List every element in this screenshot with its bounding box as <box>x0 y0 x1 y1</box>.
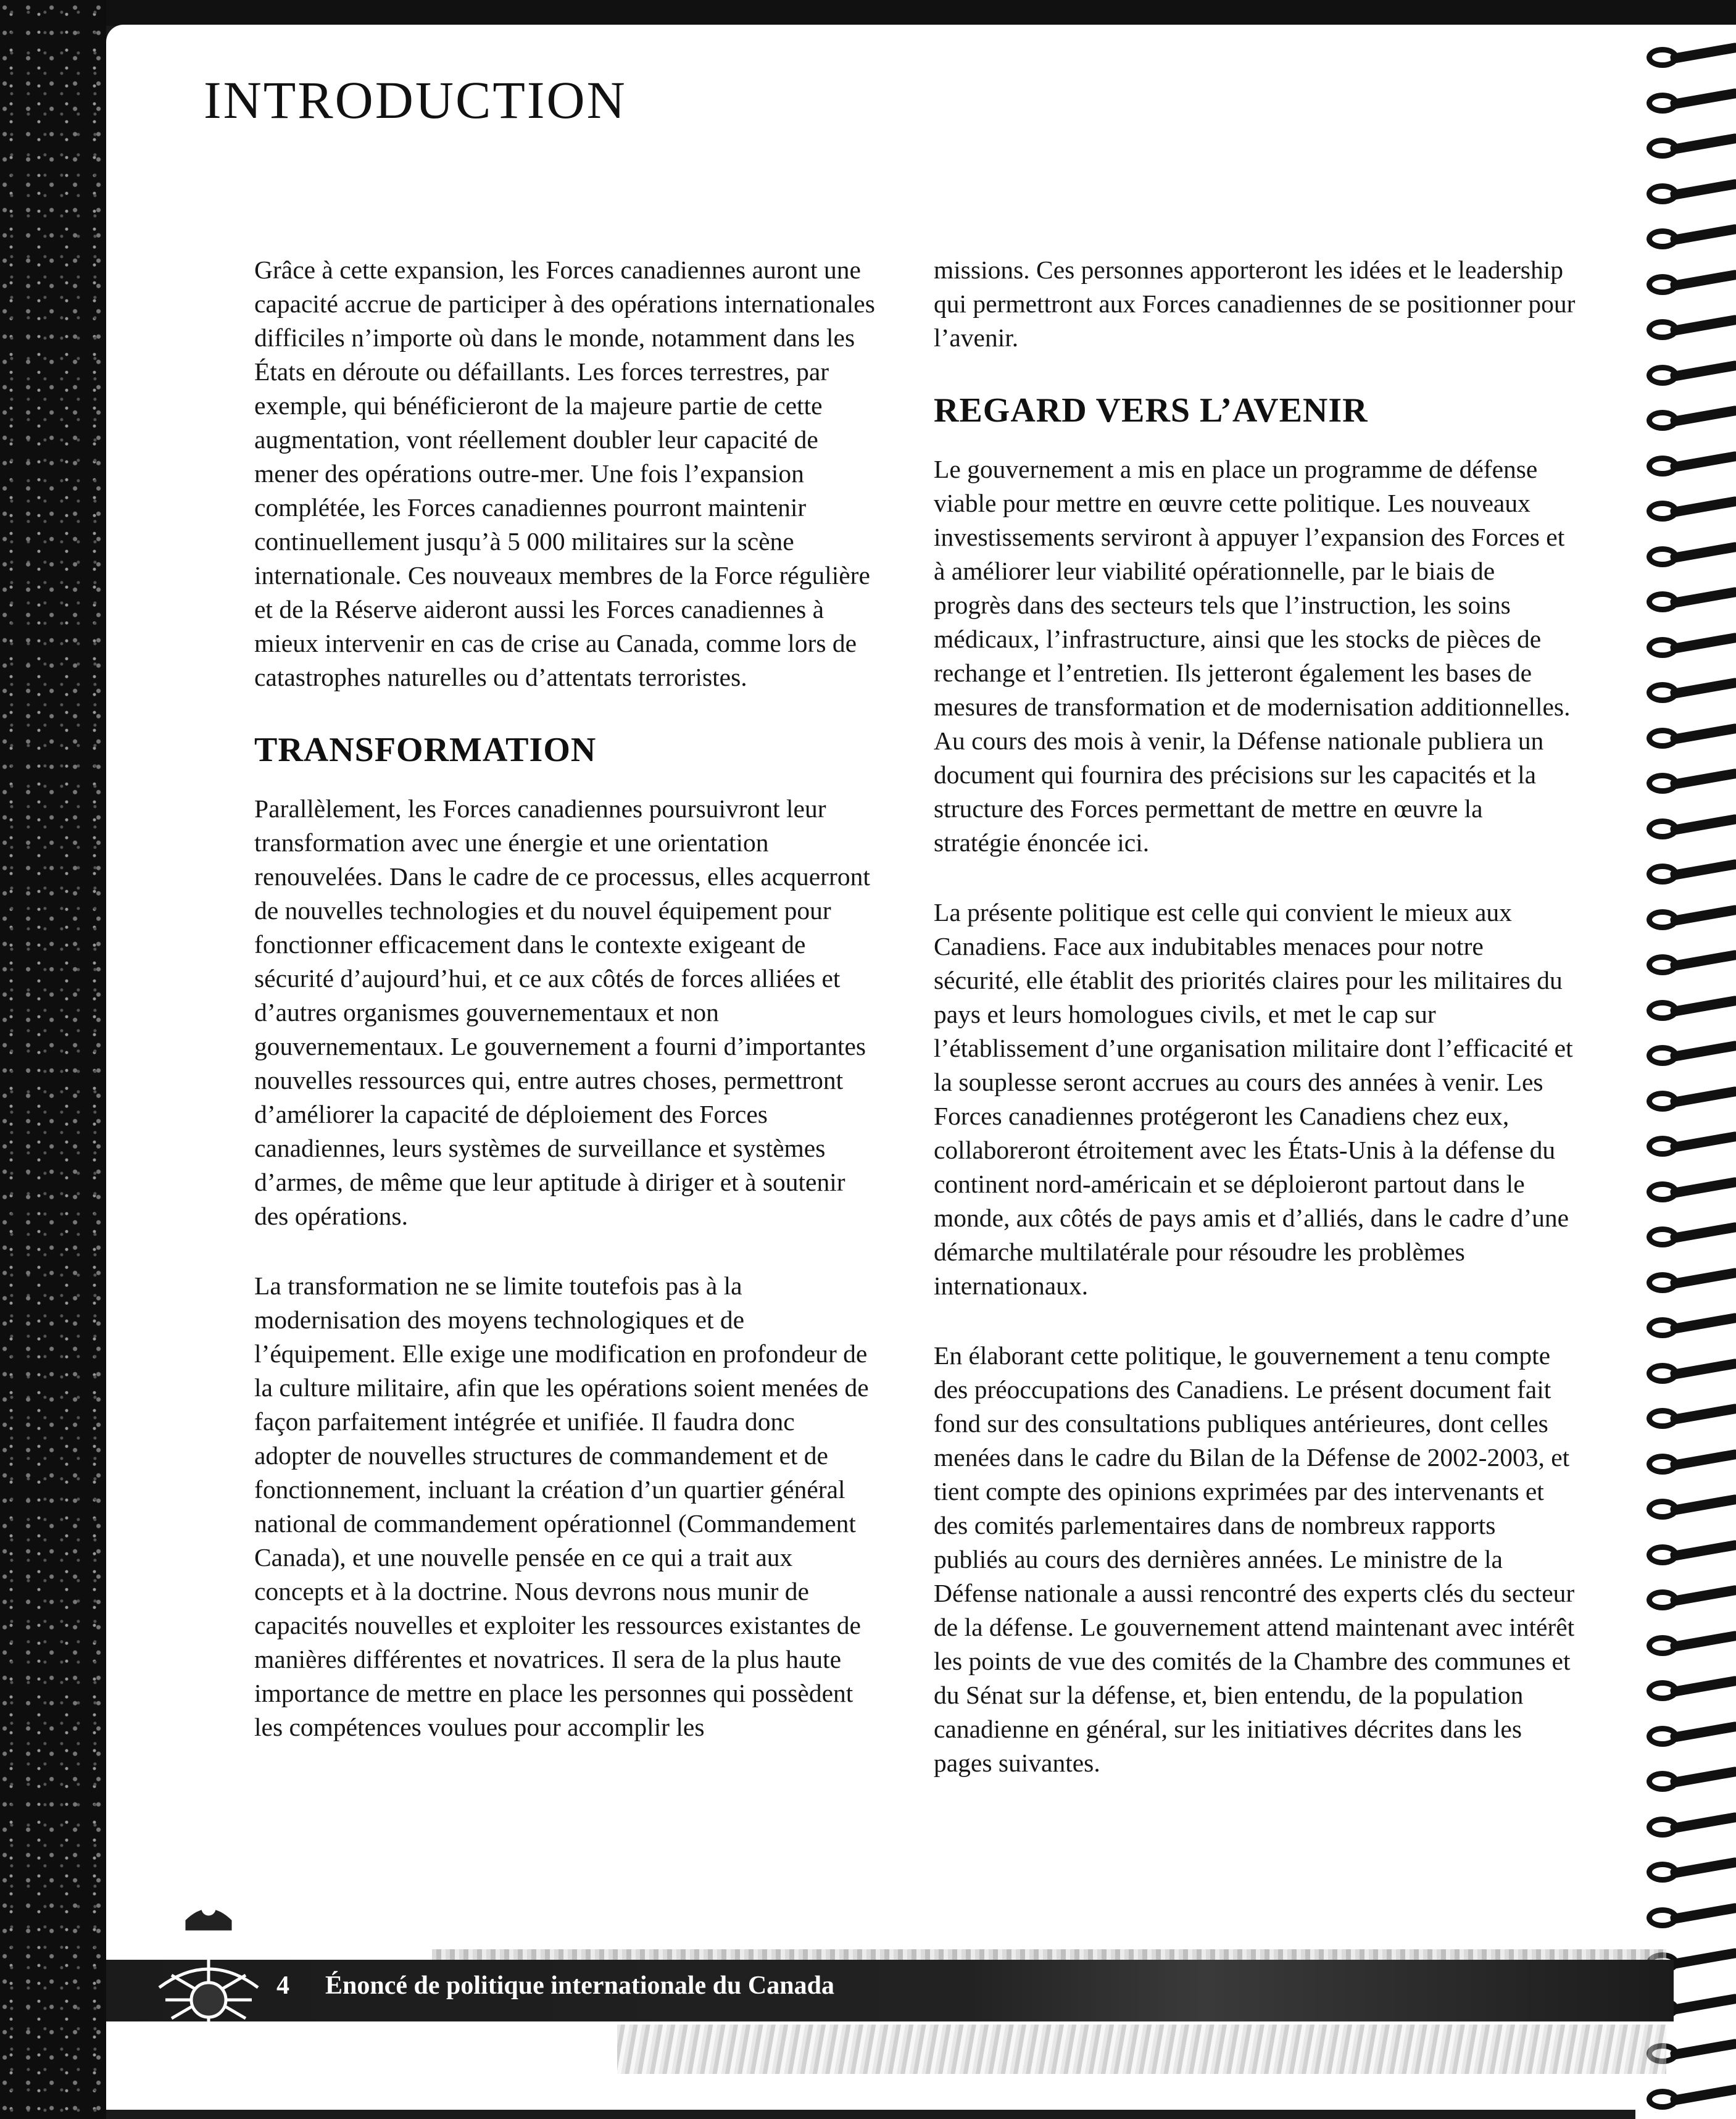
binding-ring-icon <box>1647 1676 1736 1705</box>
page-title: INTRODUCTION <box>204 70 627 130</box>
binding-ring-icon <box>1647 1223 1736 1251</box>
section-heading-transformation: TRANSFORMATION <box>254 731 597 769</box>
binding-ring-icon <box>1647 406 1736 435</box>
binding-ring-icon <box>1647 180 1736 208</box>
binding-ring-icon <box>1647 1450 1736 1478</box>
section-heading-regard: REGARD VERS L’AVENIR <box>934 391 1368 430</box>
binding-ring-icon <box>1647 1132 1736 1160</box>
binding-ring-icon <box>1647 43 1736 72</box>
binding-ring-icon <box>1647 497 1736 525</box>
paragraph: La présente politique est celle qui convient le mieux aux Canadiens. Face aux indubitables menaces pour notre sécurité, elle établit des priorités claires pour les militaires du pays et leurs homologues civils, et met le cap sur l’établissement d’une organisation militaire dont l’efficacité et la souplesse seront accrues au cours des années à venir. Les Forces canadiennes protégeront les Canadiens chez eux, collaboreront étroitement avec les États-Unis à la défense du continent nord-américain et se déploieront partout dans le monde, aux côtés de pays amis et d’alliés, dans le cadre d’une démarche multilatérale pour résoudre les problèmes internationaux. <box>934 898 1573 1300</box>
binding-ring-icon <box>1647 361 1736 389</box>
binding-ring-icon <box>1647 1313 1736 1342</box>
binding-ring-icon <box>1647 1722 1736 1751</box>
binding-ring-icon <box>1647 1904 1736 1932</box>
paragraph: Grâce à cette expansion, les Forces canadiennes auront une capacité accrue de participer à des opérations internationales difficiles n’importe où dans le monde, notamment dans les États en déroute ou défaillants. Les forces terrestres, par exemple, qui bénéficieront de la majeure partie de cette augmentation, vont réellement doubler leur capacité de mener des opérations outre-mer. Une fois l’expansion complétée, les Forces canadiennes pourront maintenir continuellement jusqu’à 5 000 militaires sur la scène internationale. Ces nouveaux membres de la Force régulière et de la Réserve aideront aussi les Forces canadiennes à mieux intervenir en cas de crise au Canada, comme lors de catastrophes naturelles ou d’attentats terroristes. <box>254 256 875 691</box>
binding-ring-icon <box>1647 134 1736 162</box>
canadian-forces-badge-icon <box>147 1895 270 2086</box>
binding-ring-icon <box>1647 1178 1736 1206</box>
binding-ring-icon <box>1647 996 1736 1025</box>
footer-title: Énoncé de politique internationale du Canada <box>325 1971 834 2000</box>
binding-ring-icon <box>1647 678 1736 707</box>
binding-ring-icon <box>1647 89 1736 117</box>
binding-ring-icon <box>1647 905 1736 934</box>
binding-ring-icon <box>1647 1404 1736 1433</box>
page-number: 4 <box>276 1971 289 2000</box>
right-column <box>934 253 1576 1816</box>
binding-ring-icon <box>1647 452 1736 480</box>
binding-ring-icon <box>1647 769 1736 797</box>
left-column <box>254 253 878 1780</box>
paragraph: Le gouvernement a mis en place un programme de défense viable pour mettre en œuvre cette politique. Les nouveaux investissements serviront à appuyer l’expansion des Forces et à améliorer leur viabilité opérationnelle, par le biais de progrès dans des secteurs tels que l’instruction, les soins médicaux, l’infrastructure, ainsi que les stocks de pièces de rechange et l’entretien. Ils jetteront également les bases de mesures de transformation et de modernisation additionnelles. Au cours des mois à venir, la Défense nationale publiera un document qui fournira des précisions sur les capacités et la structure des Forces permettant de mettre en œuvre la stratégie énoncée ici. <box>934 455 1571 857</box>
binding-ring-icon <box>1647 1495 1736 1523</box>
paragraph: La transformation ne se limite toutefois pas à la modernisation des moyens technologiques et de l’équipement. Elle exige une modification en profondeur de la culture militaire, afin que les opérations soient menées de façon parfaitement intégrée et unifiée. Il faudra donc adopter de nouvelles structures de commandement et de fonctionnement, incluant la création d’un quartier général national de commandement opérationnel (Commandement Canada), et une nouvelle pensée en ce qui a trait aux concepts et à la doctrine. Nous devrons nous munir de capacités nouvelles et exploiter les ressources existantes de manières différentes et novatrices. Il sera de la plus haute importance de mettre en place les personnes qui possèdent les compétences voulues pour accomplir les <box>254 1272 869 1741</box>
binding-ring-icon <box>1647 633 1736 662</box>
binding-ring-icon <box>1647 1813 1736 1841</box>
binding-ring-icon <box>1647 1541 1736 1569</box>
binding-ring-icon <box>1647 1858 1736 1886</box>
binding-ring-icon <box>1647 1041 1736 1070</box>
binding-ring-icon <box>1647 860 1736 888</box>
binding-ring-icon <box>1647 2085 1736 2113</box>
binding-ring-icon <box>1647 724 1736 752</box>
binding-ring-icon <box>1647 225 1736 253</box>
binding-ring-icon <box>1647 1631 1736 1660</box>
scan-top-edge <box>0 0 1736 26</box>
binding-ring-icon <box>1647 1359 1736 1388</box>
paragraph: En élaborant cette politique, le gouvernement a tenu compte des préoccupations des Canadiens. Le présent document fait fond sur des consultations publiques antérieures, dont celles menées dans le cadre du Bilan de la Défense de 2002-2003, et tient compte des opinions exprimées par des intervenants et des comités parlementaires dans de nombreux rapports publiés au cours des dernières années. Le ministre de la Défense nationale a aussi rencontré des experts clés du secteur de la défense. Le gouvernement attend maintenant avec intérêt les points de vue des comités de la Chambre des communes et du Sénat sur la défense, et, bien entendu, de la population canadienne en général, sur les initiatives décrites dans les pages suivantes. <box>934 1341 1575 1777</box>
paragraph: Parallèlement, les Forces canadiennes poursuivront leur transformation avec une énergie et une orientation renouvelées. Dans le cadre de ce processus, elles acquerront de nouvelles technologies et du nouvel équipement pour fonctionner efficacement dans le contexte exigeant de sécurité d’aujourd’hui, et ce aux côtés de forces alliées et d’autres organismes gouvernementaux et non gouvernementaux. Le gouvernement a fourni d’importantes nouvelles ressources qui, entre autres choses, permettront d’améliorer la capacité de déploiement des Forces canadiennes, leurs systèmes de surveillance et systèmes d’armes, de même que leur aptitude à diriger et à soutenir des opérations. <box>254 794 870 1230</box>
footer-texture <box>617 2025 1666 2074</box>
binding-ring-icon <box>1647 270 1736 299</box>
paragraph: missions. Ces personnes apporteront les idées et le leadership qui permettront aux Forces canadiennes de se positionner pour l’avenir. <box>934 256 1576 352</box>
binding-ring-icon <box>1647 1586 1736 1614</box>
binding-ring-icon <box>1647 543 1736 571</box>
binding-ring-icon <box>1647 815 1736 843</box>
binding-ring-icon <box>1647 1767 1736 1796</box>
binding-ring-icon <box>1647 588 1736 616</box>
scan-left-edge <box>0 0 106 2119</box>
binding-ring-icon <box>1647 1087 1736 1115</box>
binding-ring-icon <box>1647 1268 1736 1297</box>
binding-ring-icon <box>1647 315 1736 344</box>
binding-ring-icon <box>1647 951 1736 979</box>
